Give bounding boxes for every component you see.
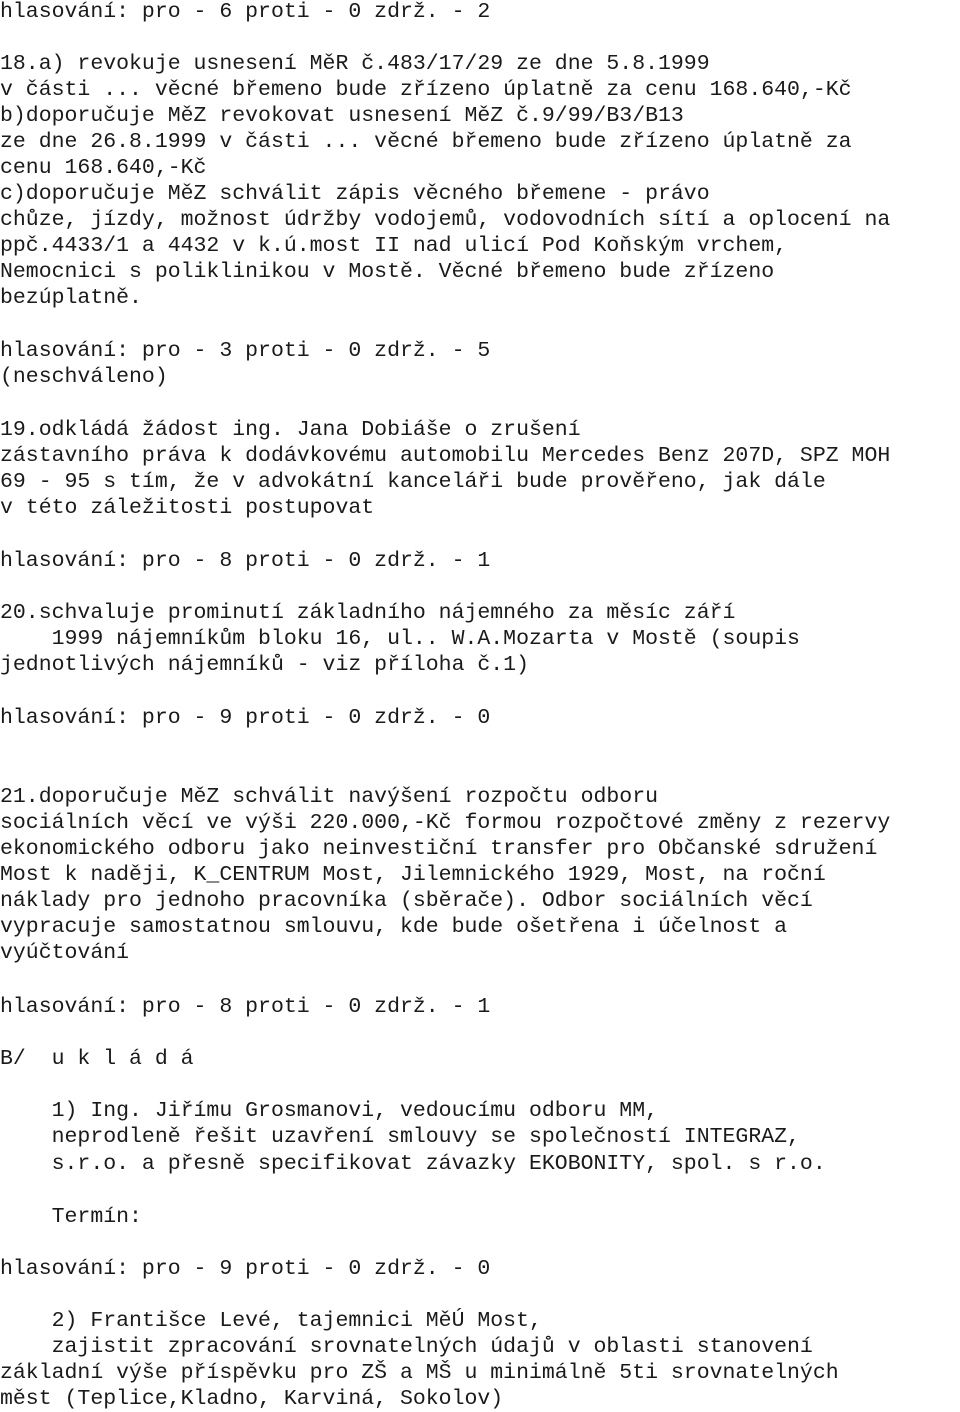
resolution-18-line: v části ... věcné břemeno bude zřízeno úplatně za cenu 168.640,-Kč [0, 78, 852, 102]
resolution-19-line: 69 - 95 s tím, že v advokátní kanceláři bude prověřeno, jak dále [0, 470, 826, 494]
section-heading: B/ u k l á d á [0, 1047, 194, 1071]
task-2-line: 2) Františce Levé, tajemnici MěÚ Most, [0, 1309, 542, 1333]
resolution-18-line: ze dne 26.8.1999 v části ... věcné břemeno bude zřízeno úplatně za [0, 130, 852, 154]
vote-result-line: hlasování: pro - 6 proti - 0 zdrž. - 2 [0, 0, 491, 24]
vote-result-line: hlasování: pro - 8 proti - 0 zdrž. - 1 [0, 995, 491, 1019]
task-1-line: 1) Ing. Jiřímu Grosmanovi, vedoucímu odboru MM, [0, 1099, 659, 1123]
vote-result-line: hlasování: pro - 9 proti - 0 zdrž. - 0 [0, 1257, 491, 1281]
task-2-line: základní výše příspěvku pro ZŠ a MŠ u minimálně 5ti srovnatelných [0, 1361, 839, 1385]
resolution-19-line: zástavního práva k dodávkovému automobilu Mercedes Benz 207D, SPZ MOH [0, 444, 891, 468]
resolution-21-line: náklady pro jednoho pracovníka (sběrače). Odbor sociálních věcí [0, 889, 813, 913]
resolution-18-line: cenu 168.640,-Kč [0, 156, 207, 180]
resolution-21-line: vypracuje samostatnou smlouvu, kde bude ošetřena i účelnost a [0, 915, 788, 939]
vote-status-line: (neschváleno) [0, 365, 168, 389]
task-1-deadline: Termín: [0, 1205, 142, 1229]
resolution-20-line: 1999 nájemníkům bloku 16, ul.. W.A.Mozarta v Mostě (soupis [0, 627, 800, 651]
resolution-21-line: ekonomického odboru jako neinvestiční transfer pro Občanské sdružení [0, 837, 878, 861]
vote-result-line: hlasování: pro - 3 proti - 0 zdrž. - 5 [0, 339, 491, 363]
resolution-19-line: v této záležitosti postupovat [0, 496, 375, 520]
resolution-18-line: bezúplatně. [0, 286, 142, 310]
task-1-line: neprodleně řešit uzavření smlouvy se společností INTEGRAZ, [0, 1125, 800, 1149]
resolution-18-line: ppč.4433/1 a 4432 v k.ú.most II nad ulicí Pod Koňským vrchem, [0, 234, 788, 258]
resolution-21-line: 21.doporučuje MěZ schválit navýšení rozpočtu odboru [0, 785, 659, 809]
resolution-21-line: vyúčtování [0, 941, 130, 965]
resolution-21-line: sociálních věcí ve výši 220.000,-Kč formou rozpočtové změny z rezervy [0, 811, 891, 835]
resolution-18-line: Nemocnici s poliklinikou v Mostě. Věcné břemeno bude zřízeno [0, 260, 775, 284]
resolution-18-line: 18.a) revokuje usnesení MěR č.483/17/29 ze dne 5.8.1999 [0, 52, 710, 76]
resolution-19-line: 19.odkládá žádost ing. Jana Dobiáše o zrušení [0, 418, 581, 442]
resolution-21-line: Most k naději, K_CENTRUM Most, Jilemnického 1929, Most, na roční [0, 863, 826, 887]
resolution-18-line: c)doporučuje MěZ schválit zápis věcného břemene - právo [0, 182, 710, 206]
resolution-18-line: chůze, jízdy, možnost údržby vodojemů, vodovodních sítí a oplocení na [0, 208, 891, 232]
vote-result-line: hlasování: pro - 9 proti - 0 zdrž. - 0 [0, 706, 491, 730]
resolution-20-line: jednotlivých nájemníků - viz příloha č.1) [0, 653, 529, 677]
task-2-line: zajistit zpracování srovnatelných údajů v oblasti stanovení [0, 1335, 813, 1359]
task-2-line: měst (Teplice,Kladno, Karviná, Sokolov) [0, 1387, 504, 1411]
resolution-20-line: 20.schvaluje prominutí základního nájemného za měsíc září [0, 601, 736, 625]
vote-result-line: hlasování: pro - 8 proti - 0 zdrž. - 1 [0, 549, 491, 573]
resolution-18-line: b)doporučuje MěZ revokovat usnesení MěZ č.9/99/B3/B13 [0, 104, 684, 128]
task-1-line: s.r.o. a přesně specifikovat závazky EKOBONITY, spol. s r.o. [0, 1152, 826, 1176]
